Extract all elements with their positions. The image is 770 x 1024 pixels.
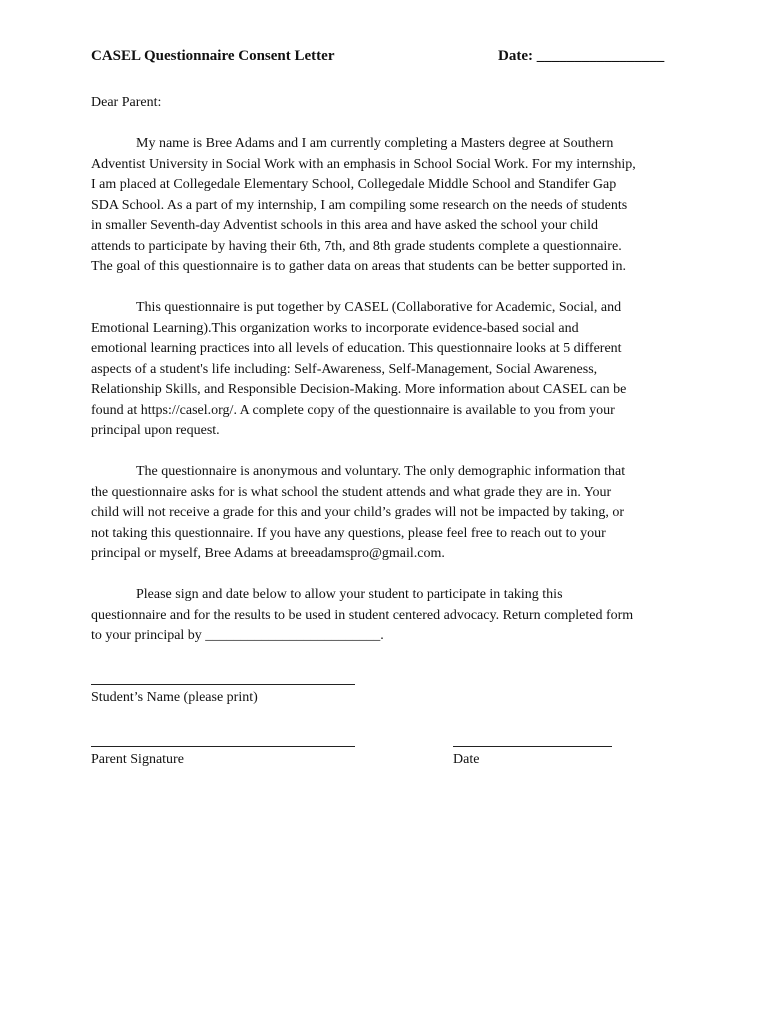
paragraph-line: Please sign and date below to allow your student to participate in taking this	[136, 587, 563, 602]
paragraph-line: found at https://casel.org/. A complete copy of the questionnaire is available to you from your	[91, 402, 615, 418]
paragraph-line: in smaller Seventh-day Adventist schools in this area and have asked the school your child	[91, 218, 598, 233]
page-title: CASEL Questionnaire Consent Letter	[91, 48, 335, 64]
paragraph-line: I am placed at Collegedale Elementary School, Collegedale Middle School and Standifer Gap	[91, 177, 617, 192]
paragraph-line: Relationship Skills, and Responsible Decision-Making. More information about CASEL can be	[91, 382, 627, 397]
paragraph-line: SDA School. As a part of my internship, I am compiling some research on the needs of students	[91, 197, 628, 213]
paragraph-line: My name is Bree Adams and I am currently completing a Masters degree at Southern	[136, 136, 614, 151]
student-name-line[interactable]	[91, 684, 355, 685]
paragraph-line: to your principal by _________________________.	[91, 628, 384, 643]
paragraph-line: principal upon request.	[91, 423, 220, 438]
date-label: Date	[453, 752, 480, 767]
date-line[interactable]	[453, 746, 612, 747]
paragraph-line: not taking this questionnaire. If you have any questions, please feel free to reach out to your	[91, 525, 606, 541]
paragraph-line: emotional learning practices into all levels of education. This questionnaire looks at 5 different	[91, 341, 622, 356]
paragraph-line: principal or myself, Bree Adams at breeadamspro@gmail.com.	[91, 546, 445, 561]
parent-signature-label: Parent Signature	[91, 752, 184, 767]
student-name-label: Student’s Name (please print)	[91, 690, 258, 705]
paragraph-line: Emotional Learning).This organization works to incorporate evidence-based social and	[91, 320, 579, 336]
paragraph-line: aspects of a student's life including: Self-Awareness, Self-Management, Social Awareness,	[91, 361, 598, 377]
paragraph-line: attends to participate by having their 6th, 7th, and 8th grade students complete a questionnaire.	[91, 238, 622, 254]
parent-signature-line[interactable]	[91, 746, 355, 747]
paragraph-line: The questionnaire is anonymous and voluntary. The only demographic information that	[136, 464, 626, 479]
paragraph-line: the questionnaire asks for is what school the student attends and what grade they are in. Your	[91, 484, 612, 500]
paragraph-line: child will not receive a grade for this and your child’s grades will not be impacted by taking, or	[91, 505, 625, 520]
paragraph-line: Adventist University in Social Work with an emphasis in School Social Work. For my internship,	[91, 156, 636, 172]
header-date-field: Date: _________________	[498, 48, 665, 64]
paragraph-line: questionnaire and for the results to be used in student centered advocacy. Return completed form	[91, 607, 634, 623]
paragraph-line: This questionnaire is put together by CASEL (Collaborative for Academic, Social, and	[136, 300, 622, 315]
paragraph-line: The goal of this questionnaire is to gather data on areas that students can be better supported in.	[91, 259, 626, 274]
greeting: Dear Parent:	[91, 95, 162, 110]
